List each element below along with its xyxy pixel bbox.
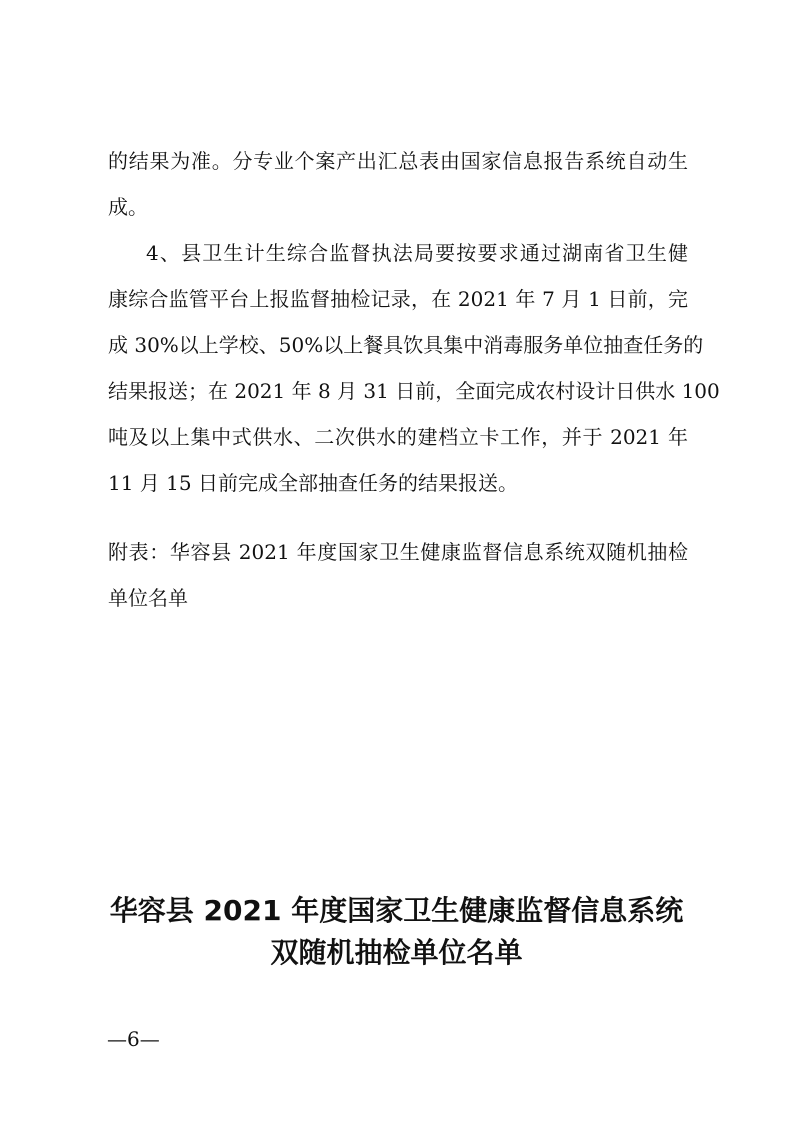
paragraph-2-line-3: 成 30%以上学校、50%以上餐具饮具集中消毒服务单位抽查任务的: [108, 333, 704, 357]
paragraph-2-line-1: 4、县卫生计生综合监督执法局要按要求通过湖南省卫生健: [146, 241, 688, 265]
table-title-line-2: 双随机抽检单位名单: [270, 936, 523, 969]
attachment-line-1: 附表：华容县 2021 年度国家卫生健康监督信息系统双随机抽检: [108, 540, 688, 564]
paragraph-1-line-1: 的结果为准。分专业个案产出汇总表由国家信息报告系统自动生: [108, 149, 688, 173]
page-number: —6—: [107, 1027, 160, 1051]
paragraph-2-line-6: 11 月 15 日前完成全部抽查任务的结果报送。: [108, 471, 518, 495]
paragraph-2-line-5: 吨及以上集中式供水、二次供水的建档立卡工作，并于 2021 年: [108, 425, 688, 449]
attachment-line-2: 单位名单: [108, 586, 188, 610]
paragraph-2-line-4: 结果报送；在 2021 年 8 月 31 日前，全面完成农村设计日供水 100: [108, 379, 720, 403]
paragraph-2-line-2: 康综合监管平台上报监督抽检记录，在 2021 年 7 月 1 日前，完: [108, 287, 688, 311]
paragraph-1-line-2: 成。: [108, 195, 148, 219]
table-title-line-1: 华容县 2021 年度国家卫生健康监督信息系统: [109, 894, 684, 927]
